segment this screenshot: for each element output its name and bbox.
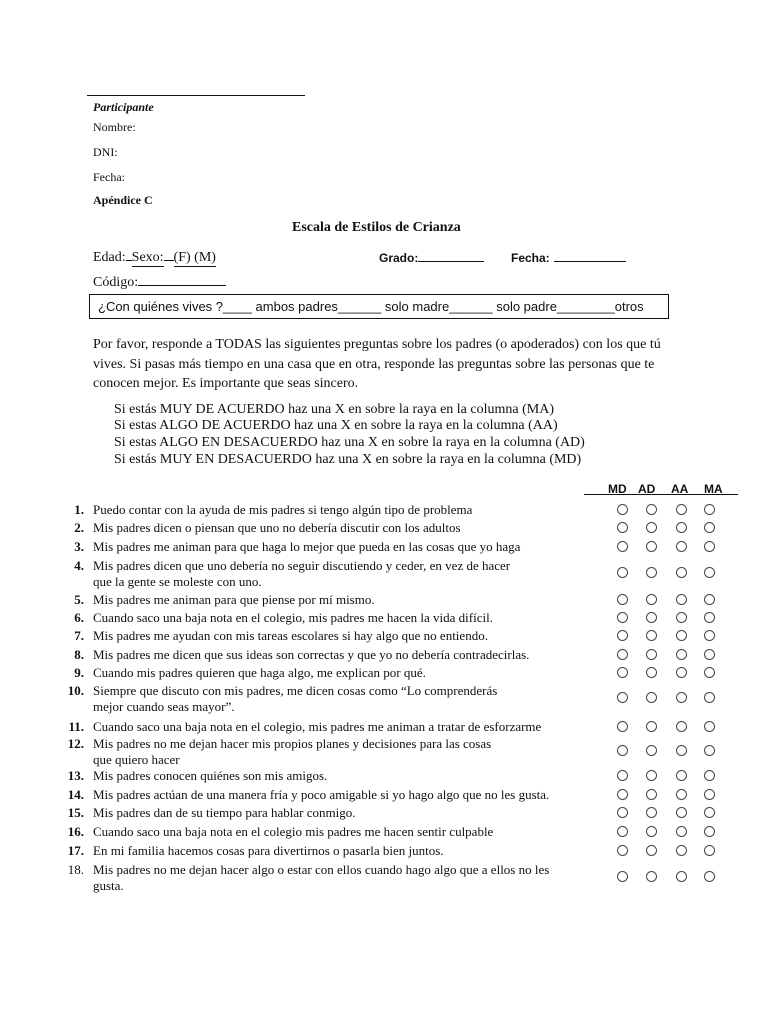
sexo-options: (F) (M): [173, 250, 216, 265]
answer-option-ma[interactable]: [704, 826, 715, 837]
answer-option-aa[interactable]: [676, 649, 687, 660]
answer-option-ad[interactable]: [646, 567, 657, 578]
top-rule: [87, 95, 305, 96]
answer-option-ma[interactable]: [704, 594, 715, 605]
grado-field[interactable]: [379, 251, 484, 265]
question-number: 2.: [74, 520, 84, 535]
question-text: Mis padres dicen o piensan que uno no debería discutir con los adultos: [93, 520, 461, 535]
answer-option-md[interactable]: [617, 770, 628, 781]
answer-option-ma[interactable]: [704, 745, 715, 756]
answer-option-aa[interactable]: [676, 630, 687, 641]
answer-option-ad[interactable]: [646, 649, 657, 660]
question-text-continued: que quiero hacer: [93, 752, 180, 767]
answer-option-ma[interactable]: [704, 871, 715, 882]
dni-label: DNI:: [93, 145, 118, 159]
question-number: 9.: [74, 665, 84, 680]
sexo-label: Sexo:: [131, 250, 164, 265]
answer-option-aa[interactable]: [676, 541, 687, 552]
question-number: 4.: [74, 558, 84, 573]
answer-option-ad[interactable]: [646, 826, 657, 837]
question-text: Mis padres no me dejan hacer mis propios planes y decisiones para las cosas: [93, 736, 492, 751]
question-number: 16.: [67, 824, 84, 839]
question-text: Puedo contar con la ayuda de mis padres si tengo algún tipo de problema: [93, 502, 473, 517]
question-text: Mis padres no me dejan hacer algo o estar con ellos cuando hago algo que a ellos no les: [93, 862, 550, 877]
question-text: Mis padres dicen que uno debería no seguir discutiendo y ceder, en vez de hacer: [93, 558, 511, 573]
instruction-ad: Si estas ALGO EN DESACUERDO haz una X en sobre la raya en la columna (AD): [114, 435, 585, 450]
answer-option-md[interactable]: [617, 692, 628, 703]
question-number: 3.: [74, 539, 84, 554]
answer-option-aa[interactable]: [676, 826, 687, 837]
answer-option-md[interactable]: [617, 541, 628, 552]
answer-option-md[interactable]: [617, 594, 628, 605]
answer-option-md[interactable]: [617, 667, 628, 678]
answer-option-ma[interactable]: [704, 612, 715, 623]
answer-option-ma[interactable]: [704, 845, 715, 856]
answer-option-ad[interactable]: [646, 871, 657, 882]
living-with-box[interactable]: ¿Con quiénes vives ?____ ambos padres______ solo madre______ solo padre________otros: [89, 294, 669, 319]
answer-option-aa[interactable]: [676, 594, 687, 605]
answer-option-aa[interactable]: [676, 871, 687, 882]
question-text: Siempre que discuto con mis padres, me dicen cosas como “Lo comprenderás: [93, 683, 498, 698]
instruction-md: Si estás MUY EN DESACUERDO haz una X en sobre la raya en la columna (MD): [114, 452, 582, 467]
answer-option-md[interactable]: [617, 845, 628, 856]
question-text: Mis padres conocen quiénes son mis amigos.: [93, 768, 328, 783]
answer-option-ma[interactable]: [704, 721, 715, 732]
col-header-md: MD: [608, 482, 627, 496]
answer-option-ma[interactable]: [704, 649, 715, 660]
answer-option-md[interactable]: [617, 612, 628, 623]
answer-option-md[interactable]: [617, 807, 628, 818]
answer-option-aa[interactable]: [676, 612, 687, 623]
answer-option-ma[interactable]: [704, 667, 715, 678]
question-number: 7.: [74, 628, 84, 643]
answer-option-ma[interactable]: [704, 807, 715, 818]
question-number: 18.: [67, 862, 84, 877]
question-number: 14.: [67, 787, 84, 802]
answer-option-ad[interactable]: [646, 721, 657, 732]
question-number: 5.: [74, 592, 84, 607]
column-header-rule: [584, 494, 738, 495]
answer-option-ad[interactable]: [646, 541, 657, 552]
col-header-ad: AD: [638, 482, 656, 496]
answer-option-aa[interactable]: [676, 567, 687, 578]
question-number: 15.: [67, 805, 84, 820]
answer-option-md[interactable]: [617, 649, 628, 660]
answer-option-aa[interactable]: [676, 504, 687, 515]
question-text: En mi familia hacemos cosas para divertirnos o pasarla bien juntos.: [93, 843, 444, 858]
question-number: 6.: [74, 610, 84, 625]
intro-paragraph: Por favor, responde a TODAS las siguientes preguntas sobre los padres (o apoderados) con los que tú vives. Si pasas más tiempo en una casa que en otra, responde las preguntas sobre las personas que te conocen mejor. Es importante que seas sincero.: [93, 337, 661, 391]
answer-option-md[interactable]: [617, 789, 628, 800]
question-text: Cuando saco una baja nota en el colegio, mis padres me hacen la vida difícil.: [93, 610, 493, 625]
answer-option-ad[interactable]: [646, 630, 657, 641]
question-text: Cuando saco una baja nota en el colegio mis padres me hacen sentir culpable: [93, 824, 494, 839]
question-number: 11.: [68, 719, 84, 734]
answer-option-md[interactable]: [617, 826, 628, 837]
question-text: Cuando mis padres quieren que haga algo, me explican por qué.: [93, 665, 426, 680]
col-header-aa: AA: [671, 482, 689, 496]
answer-option-ad[interactable]: [646, 770, 657, 781]
codigo-label: Código:: [93, 275, 139, 290]
answer-option-ma[interactable]: [704, 567, 715, 578]
answer-option-ad[interactable]: [646, 667, 657, 678]
answer-option-aa[interactable]: [676, 789, 687, 800]
question-text-continued: que la gente se moleste con uno.: [93, 574, 262, 589]
answer-option-aa[interactable]: [676, 770, 687, 781]
question-number: 10.: [67, 683, 84, 698]
answer-option-aa[interactable]: [676, 807, 687, 818]
participant-heading: Participante: [93, 100, 154, 114]
grado-blank[interactable]: [418, 261, 484, 262]
answer-option-md[interactable]: [617, 871, 628, 882]
edad-field[interactable]: [93, 250, 216, 267]
answer-option-ad[interactable]: [646, 504, 657, 515]
edad-label: Edad:: [93, 250, 126, 265]
answer-option-md[interactable]: [617, 745, 628, 756]
answer-option-md[interactable]: [617, 522, 628, 533]
answer-option-md[interactable]: [617, 504, 628, 515]
answer-option-ad[interactable]: [646, 522, 657, 533]
fecha-blank[interactable]: [554, 261, 626, 262]
date-label: Fecha:: [93, 170, 125, 184]
answer-option-ad[interactable]: [646, 807, 657, 818]
question-text: Cuando saco una baja nota en el colegio, mis padres me animan a tratar de esforzarme: [93, 719, 542, 734]
answer-option-aa[interactable]: [676, 845, 687, 856]
question-number: 17.: [67, 843, 84, 858]
answer-option-ad[interactable]: [646, 789, 657, 800]
answer-option-md[interactable]: [617, 567, 628, 578]
question-text: Mis padres me dicen que sus ideas son correctas y que yo no debería contradecirlas.: [93, 647, 530, 662]
answer-option-ad[interactable]: [646, 745, 657, 756]
grado-label: Grado:: [379, 251, 419, 265]
answer-option-ad[interactable]: [646, 594, 657, 605]
answer-option-ma[interactable]: [704, 692, 715, 703]
fecha-field[interactable]: [511, 251, 626, 265]
answer-option-ma[interactable]: [704, 789, 715, 800]
question-number: 8.: [74, 647, 84, 662]
question-number: 13.: [67, 768, 84, 783]
name-label: Nombre:: [93, 120, 136, 134]
instruction-ma: Si estás MUY DE ACUERDO haz una X en sobre la raya en la columna (MA): [114, 402, 554, 417]
answer-option-aa[interactable]: [676, 522, 687, 533]
answer-option-ad[interactable]: [646, 612, 657, 623]
answer-option-ad[interactable]: [646, 845, 657, 856]
answer-option-aa[interactable]: [676, 745, 687, 756]
question-text-continued: mejor cuando seas mayor”.: [93, 699, 235, 714]
question-text: Mis padres me animan para que piense por mí mismo.: [93, 592, 375, 607]
answer-option-aa[interactable]: [676, 721, 687, 732]
answer-option-ad[interactable]: [646, 692, 657, 703]
question-text: Mis padres dan de su tiempo para hablar conmigo.: [93, 805, 356, 820]
question-number: 12.: [67, 736, 84, 751]
page-title: Escala de Estilos de Crianza: [292, 220, 461, 235]
answer-option-md[interactable]: [617, 630, 628, 641]
answer-option-ma[interactable]: [704, 770, 715, 781]
answer-option-md[interactable]: [617, 721, 628, 732]
codigo-blank[interactable]: [138, 285, 226, 286]
answer-option-ma[interactable]: [704, 541, 715, 552]
answer-option-ma[interactable]: [704, 504, 715, 515]
question-number: 1.: [74, 502, 84, 517]
instruction-aa: Si estas ALGO DE ACUERDO haz una X en sobre la raya en la columna (AA): [114, 418, 558, 433]
appendix-label: Apéndice C: [93, 193, 153, 207]
question-text: Mis padres me ayudan con mis tareas escolares si hay algo que no entiendo.: [93, 628, 488, 643]
question-text-continued: gusta.: [93, 878, 124, 893]
col-header-ma: MA: [704, 482, 723, 496]
question-text: Mis padres me animan para que haga lo mejor que pueda en las cosas que yo haga: [93, 539, 521, 554]
answer-option-ma[interactable]: [704, 630, 715, 641]
answer-option-aa[interactable]: [676, 692, 687, 703]
question-text: Mis padres actúan de una manera fría y poco amigable si yo hago algo que no les gusta.: [93, 787, 550, 802]
codigo-field[interactable]: [93, 275, 226, 291]
fecha-label: Fecha:: [511, 251, 550, 265]
answer-option-ma[interactable]: [704, 522, 715, 533]
answer-option-aa[interactable]: [676, 667, 687, 678]
sexo-blank[interactable]: [164, 260, 174, 261]
